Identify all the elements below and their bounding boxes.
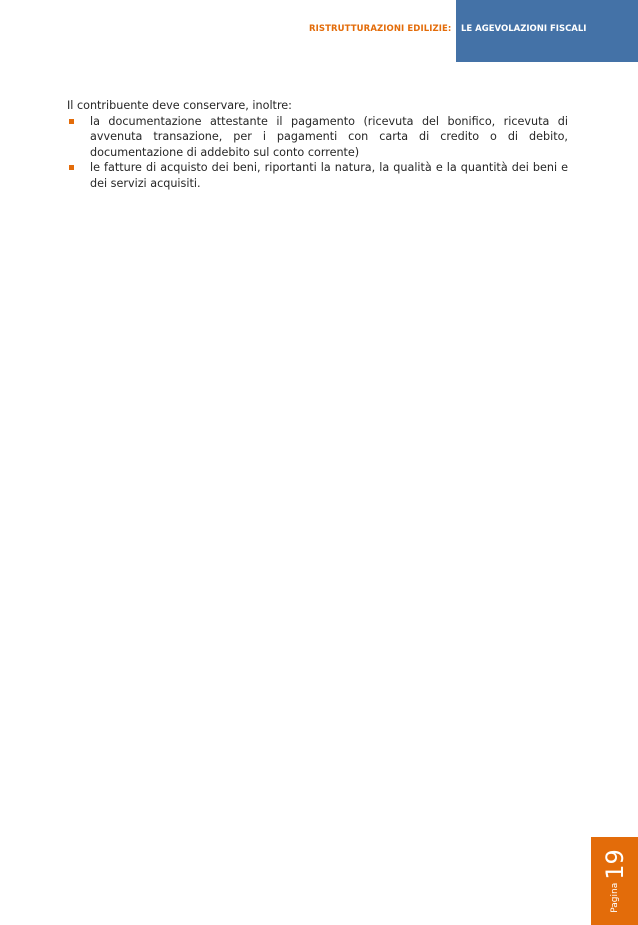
bullet-list [67, 114, 568, 192]
square-bullet-icon [69, 165, 74, 170]
page-label: Pagina [610, 882, 620, 913]
header-document-title: LE AGEVOLAZIONI FISCALI [461, 24, 587, 34]
list-item-text: la documentazione attestante il pagamento (ricevuta del bonifico, ricevuta di avvenuta transazione, per i pagamenti con carta di credito o di debito, documentazione di addebito sul conto corrente) [90, 114, 568, 159]
list-item [67, 114, 568, 161]
page-number-tab [591, 837, 638, 925]
page-number: 19 [601, 849, 629, 880]
list-item [67, 160, 568, 191]
list-item-text: le fatture di acquisto dei beni, riportanti la natura, la qualità e la quantità dei beni e dei servizi acquisiti. [90, 161, 568, 190]
main-content [67, 98, 568, 191]
intro-paragraph: Il contribuente deve conservare, inoltre: [67, 99, 292, 112]
square-bullet-icon [69, 119, 74, 124]
header-section-title: RISTRUTTURAZIONI EDILIZIE: [309, 24, 452, 34]
